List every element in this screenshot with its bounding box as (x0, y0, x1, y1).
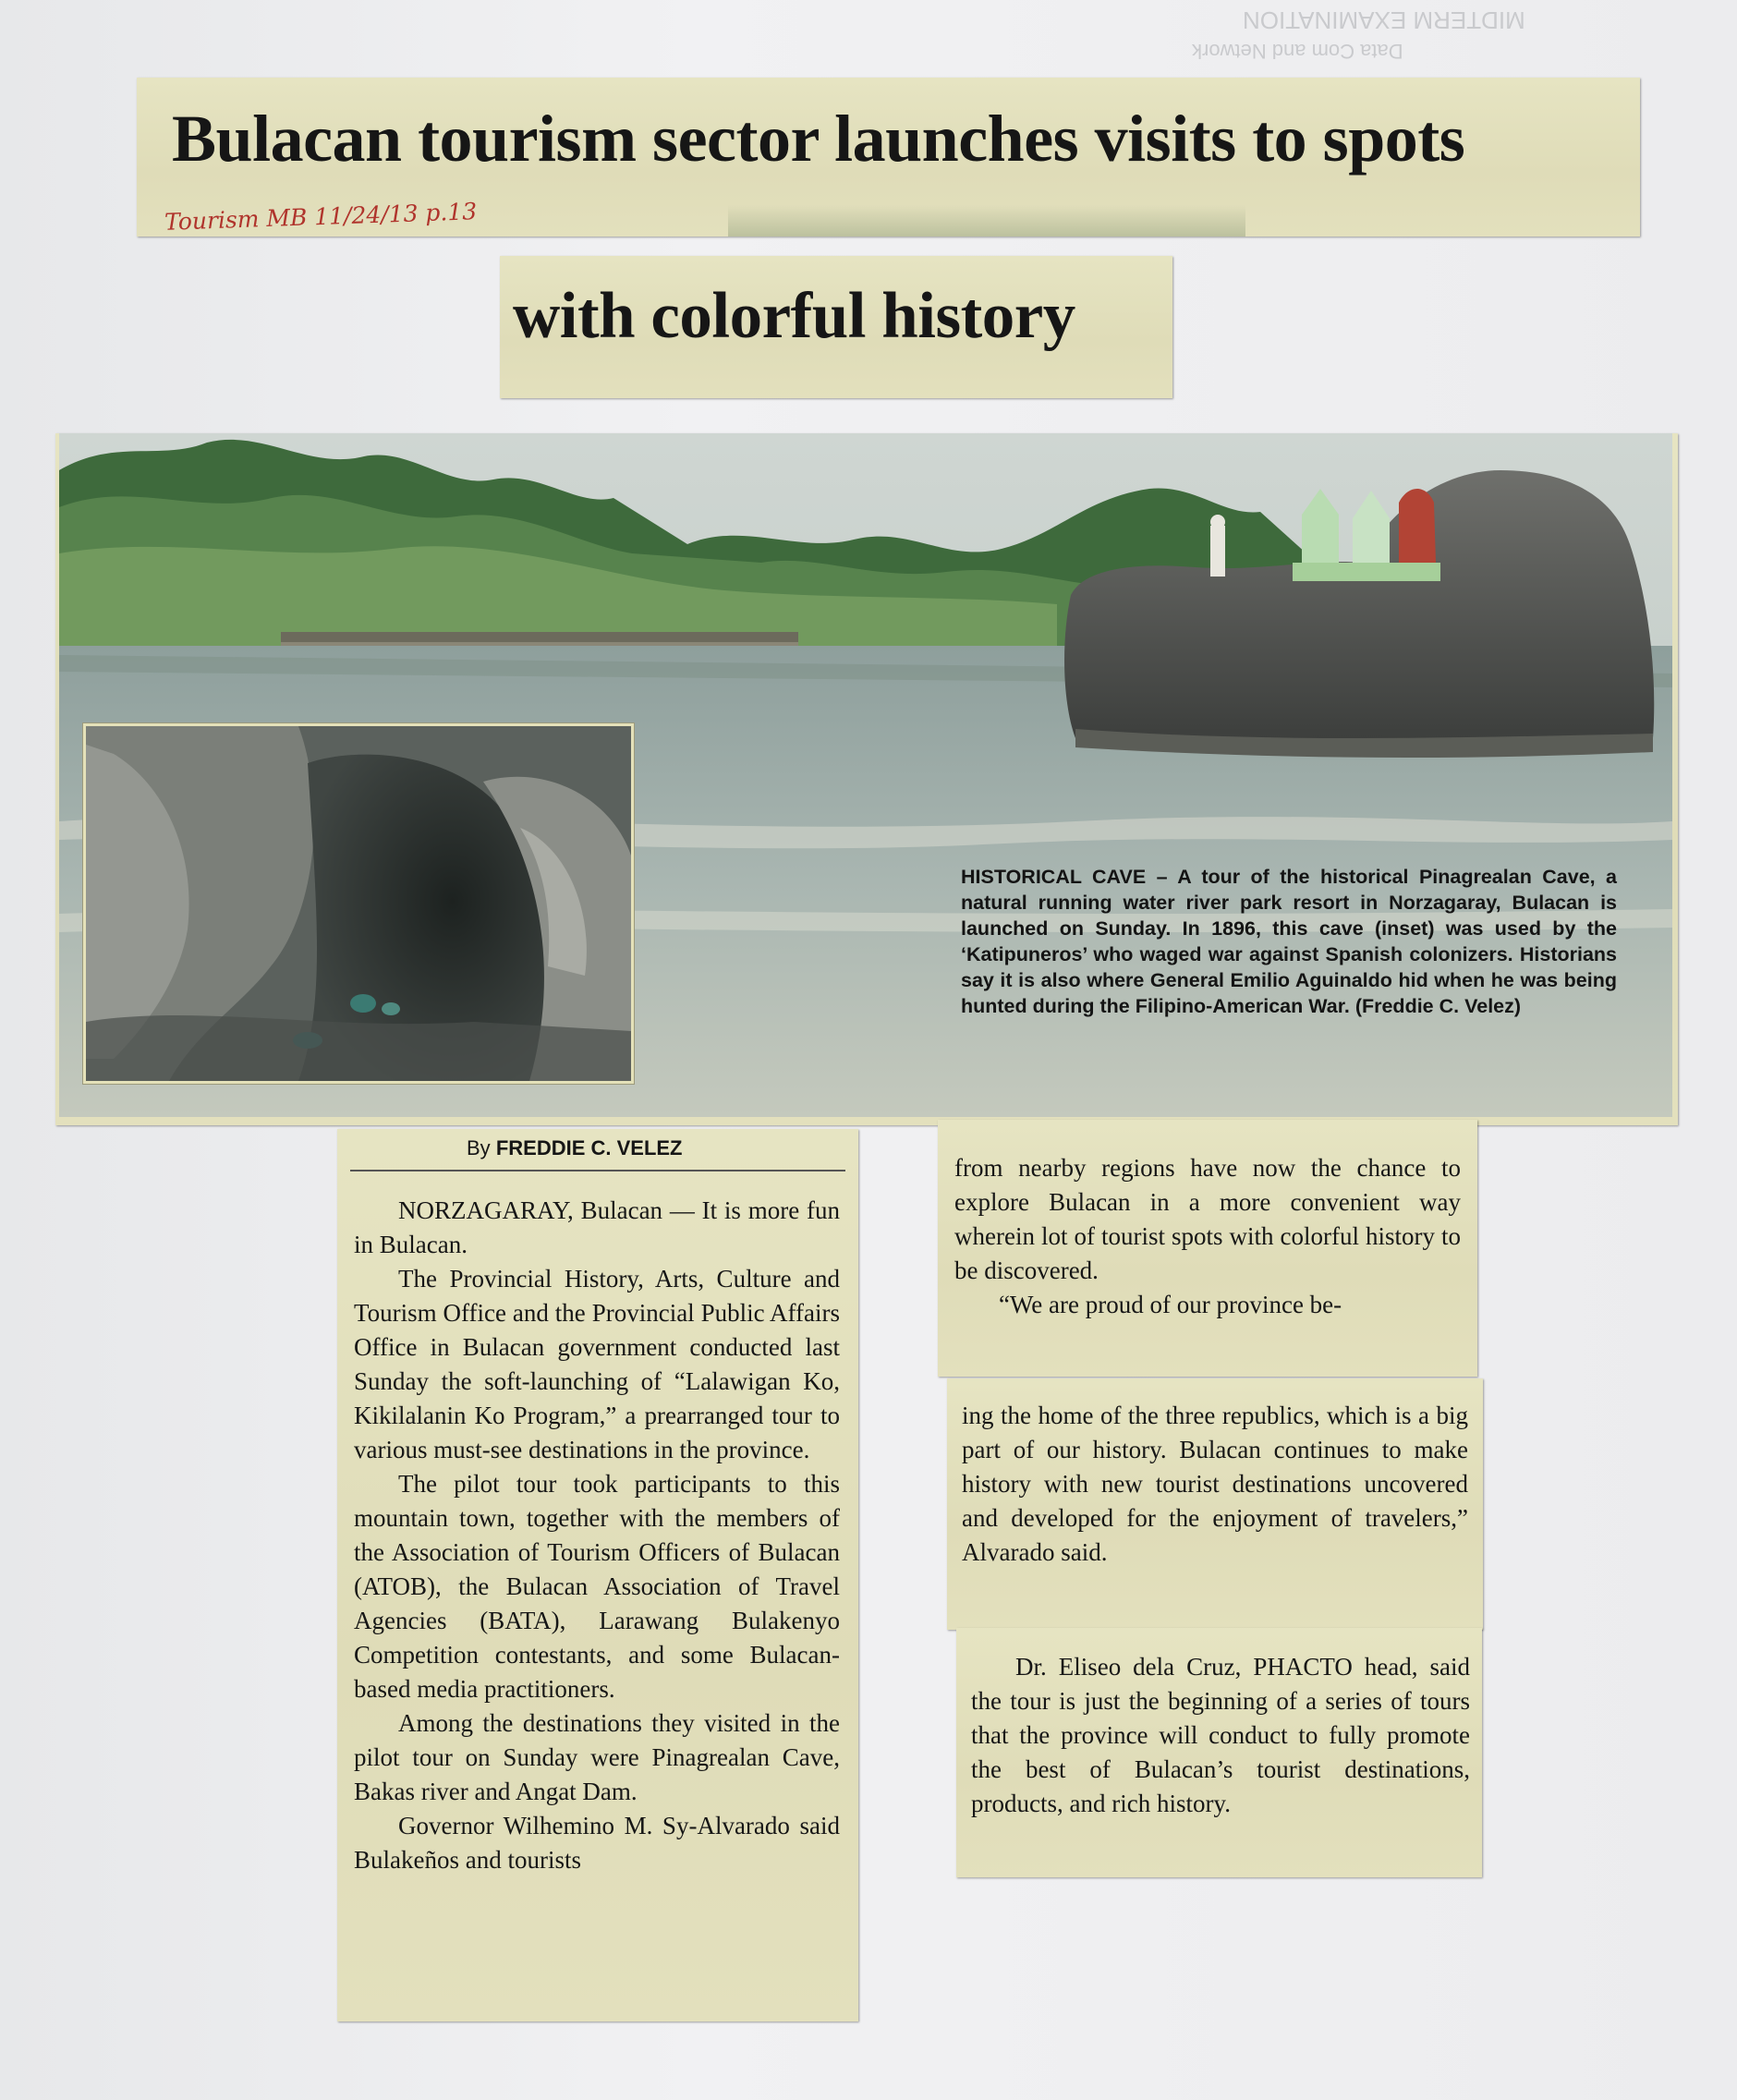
cave-inset-photo (83, 723, 634, 1084)
headline-line-1: Bulacan tourism sector launches visits to spots (172, 102, 1465, 176)
caption-lead: HISTORICAL CAVE (961, 866, 1147, 888)
article-column-2b (947, 1378, 1483, 1630)
byline (467, 1136, 683, 1160)
show-through-text: MIDTERM EXAMINATION (1243, 6, 1525, 34)
photo-clip (55, 433, 1678, 1125)
paragraph: ing the home of the three republics, which is a big part of our history. Bulacan continues to make history with new tourist destinations uncovered and developed for the enjoyment of travelers,” Alvarado said. (962, 1402, 1468, 1566)
byline-prefix: By (467, 1136, 491, 1159)
paragraph: The Provincial History, Arts, Culture and Tourism Office and the Provincial Public Affairs Office in Bulacan government conducted last Sunday the soft-launching of “Lalawigan Ko, Kikilalanin Ko Program,” a prearranged tour to various must-see destinations in the province. (354, 1265, 840, 1463)
paragraph: “We are proud of our province be- (999, 1291, 1342, 1318)
paragraph: Dr. Eliseo dela Cruz, PHACTO head, said the tour is just the beginning of a series of tours that the province will conduct to fully promote the best of Bulacan’s tourist destinations, products, and rich history. (971, 1653, 1470, 1817)
paragraph: The pilot tour took participants to this mountain town, together with the members of the Association of Tourism Officers of Bulacan (ATOB), the Bulacan Association of Travel Agencies (BATA), Larawang Bulakenyo Competition contestants, and some Bulacan-based media practitioners. (354, 1470, 840, 1703)
byline-rule (350, 1170, 845, 1171)
column-1-text (354, 1194, 840, 1877)
paragraph: NORZAGARAY, Bulacan — It is more fun in Bulacan. (354, 1196, 840, 1258)
caption-dash: – (1146, 866, 1178, 888)
paragraph: Governor Wilhemino M. Sy-Alvarado said Bulakeños and tourists (354, 1812, 840, 1874)
column-2b-text (962, 1399, 1468, 1570)
article-column-1 (337, 1129, 858, 2021)
headline-clip-2 (500, 256, 1172, 398)
headline-clip-1 (137, 78, 1640, 237)
article-column-2c (956, 1628, 1482, 1877)
paragraph: Among the destinations they visited in the pilot tour on Sunday were Pinagrealan Cave, Bakas river and Angat Dam. (354, 1709, 840, 1805)
clipping-note: Tourism MB 11/24/13 p.13 (164, 198, 478, 236)
column-2a-text (954, 1151, 1461, 1322)
paragraph: from nearby regions have now the chance to explore Bulacan in a more convenient way wherein lot of tourist spots with colorful history to be discovered. (954, 1154, 1461, 1284)
headline-clip-torn-edge (728, 205, 1245, 237)
byline-name: FREDDIE C. VELEZ (495, 1136, 683, 1159)
photo-caption (961, 864, 1617, 1019)
cave-inset-graphic (86, 726, 631, 1081)
show-through-text: Data Com and Network (1192, 40, 1403, 63)
column-2c-text (971, 1650, 1470, 1821)
headline-line-2: with colorful history (513, 280, 1075, 352)
article-column-2a (938, 1120, 1477, 1377)
caption-text: A tour of the historical Pinagrealan Cave, a natural running water river park resort in Norzagaray, Bulacan is launched on Sunday. In 1896, this cave (inset) was used by the ‘Katipuneros’ who waged war against Spanish colonizers. Historians say it is also where General Emilio Aguinaldo hid when he was being hunted during the Filipino-American War. (Freddie C. Velez) (961, 866, 1618, 1017)
